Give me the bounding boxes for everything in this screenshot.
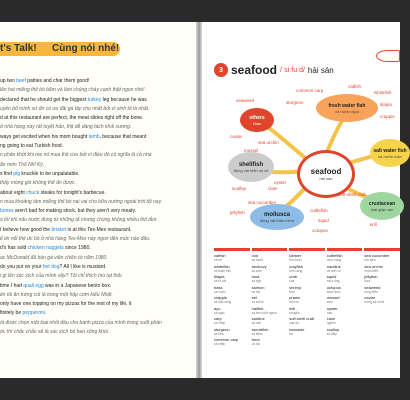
- vocab-term: oyster: [326, 305, 338, 311]
- vocab-translation: cá bạch kim: [214, 268, 232, 273]
- sentence-line: ăn món Thổ Nhĩ Kỳ.: [0, 161, 45, 168]
- vocab-translation: tôm: [289, 289, 295, 294]
- vocab-term: krill: [289, 305, 296, 311]
- vocab-column-header: [214, 248, 250, 251]
- vocab-term: carp: [214, 316, 222, 321]
- vocab-translation: rong biển: [364, 289, 378, 294]
- vocab-column-header: [327, 248, 363, 251]
- vocab-term: sea cucumber: [364, 253, 390, 258]
- sentence-line: do you put on your hot dog? All I like is mustard.: [0, 263, 107, 270]
- sentence-line: up two beef patties and char them good!: [0, 78, 90, 84]
- vocab-term: cuttlefish: [326, 253, 343, 258]
- sentence-line: finitely be pepperoni.: [0, 310, 47, 317]
- vocab-column: [364, 248, 400, 348]
- sentence-line: bones aren't bad for making stock, but they aren't very meaty.: [0, 208, 137, 215]
- title-en: t's Talk!: [0, 43, 37, 54]
- category-others: others khác: [240, 108, 274, 132]
- vocab-term: salmon: [251, 284, 265, 290]
- word-jellyfish: jellyfish: [230, 210, 245, 215]
- vocab-term: octopus: [326, 284, 341, 290]
- vocab-term: clam: [326, 316, 336, 321]
- sentence-line: d's has sold chicken nuggets since 1980.: [0, 245, 91, 252]
- category-crustacean: crustacean loài giáp xác: [360, 192, 404, 220]
- vocab-term: jellyfish: [364, 274, 378, 279]
- word-oyster: oyster: [274, 180, 287, 185]
- vocab-term: mussel: [326, 295, 340, 300]
- vocab-translation: cá ngọt: [214, 310, 225, 315]
- vocab-term: ayu: [214, 305, 221, 311]
- vocab-translation: bạch tuộc: [326, 289, 341, 294]
- vocab-term: trout: [251, 337, 260, 342]
- vocab-translation: sứa: [364, 279, 370, 283]
- vocab-term: common carp: [214, 337, 239, 342]
- vocab-term: crappie: [214, 295, 228, 300]
- word-clam: clam: [268, 186, 278, 191]
- sentence-line: uyên bố mình xứ đn có ưu đãi gà tây cho nhất bởi vì sinh tố là nhất.: [0, 105, 150, 112]
- vocab-translation: hà: [289, 331, 293, 336]
- vocab-translation: nhuyễn: [289, 310, 300, 315]
- vocab-translation: hàu: [326, 310, 333, 315]
- vocab-translation: cá hồi: [251, 342, 261, 346]
- vocab-translation: cá chình: [251, 300, 264, 304]
- vocab-term: crab: [289, 274, 297, 279]
- vocab-column-header: [289, 248, 325, 251]
- vocab-term: crayfish: [289, 263, 303, 269]
- vocab-translation: nhím biển: [364, 268, 379, 273]
- word-whitefish: whitefish: [374, 90, 392, 95]
- word-soft-shell-crab: soft-shell crab: [338, 192, 367, 197]
- vocab-translation: tôm càng: [289, 268, 303, 273]
- vocab-translation: cua lột: [289, 321, 299, 325]
- fish-icon: [376, 50, 400, 62]
- vocab-translation: tôm sú: [289, 300, 299, 304]
- vocab-translation: vẹm: [326, 300, 333, 304]
- word-cuttlefish: cuttlefish: [310, 208, 328, 213]
- sentence-line: ó tồi khi nấu nước dùng từ những tấ nhưng chúng không nhiều thịt lắm.: [0, 217, 158, 224]
- category-mollusca: mollusca động vật thân mềm: [250, 204, 304, 230]
- vocab-term: barnacle: [289, 326, 305, 332]
- sentence-line: d at this restaurant are perfect, the meat slides right off the bone.: [0, 115, 144, 122]
- vocab-term: whitefish: [214, 263, 230, 269]
- word-sea-cucumber: sea cucumber: [248, 200, 277, 205]
- vocab-translation: cá chép: [214, 321, 226, 325]
- word-catfish: catfish: [348, 84, 362, 89]
- word-mussel: mussel: [244, 148, 259, 153]
- vocab-term: bass: [214, 284, 223, 290]
- word-caviar: caviar: [230, 134, 243, 139]
- sentence-line: n phấn khởi khi mẹ nó mua thịt cừu bởi vì điều đó có nghĩa là cả nhà: [0, 152, 152, 159]
- vocab-translation: cá hồi: [251, 289, 261, 294]
- unit-title-vn: hải sản: [307, 65, 334, 75]
- vocab-translation: cá sấu sông: [214, 300, 232, 304]
- vocab-term: eel: [251, 295, 257, 300]
- unit-header: [214, 62, 334, 78]
- vocab-table: [214, 248, 400, 348]
- vocab-term: cod: [251, 253, 259, 258]
- sentence-line: about eight chuck steaks for tonight's barbecue.: [0, 189, 106, 196]
- vocab-term: scallop: [326, 326, 340, 332]
- sentence-line: lên hai miếng thịt bò băm và làm chúng cháy cạnh thật ngon nhé!: [0, 87, 145, 94]
- vocab-term: swordfish: [251, 326, 269, 332]
- vocab-column: [327, 248, 363, 348]
- vocab-column: [252, 248, 288, 348]
- sentence-line: time I had quail egg was in a Japanese bento box.: [0, 282, 112, 289]
- vocab-translation: cá kiếm: [251, 331, 263, 336]
- word-squid: squid: [318, 218, 329, 223]
- vocab-translation: cá rô phi: [214, 279, 227, 283]
- right-page: [202, 22, 407, 378]
- vocab-term: tilapia: [214, 274, 225, 279]
- unit-ipa: /ˈsiːfuːd/: [280, 66, 305, 74]
- vocab-translation: cá cơm: [251, 268, 263, 273]
- word-sturgeon: sturgeon: [286, 100, 304, 105]
- word-scallop: scallop: [232, 186, 247, 191]
- vocab-term: squid: [326, 274, 337, 279]
- word-seaweed: seaweed: [236, 98, 255, 103]
- vocab-translation: cá tầm: [214, 331, 224, 336]
- category-salt-water-fish: salt water fish cá nước mặn: [370, 139, 410, 167]
- vocab-translation: cá chép: [214, 342, 226, 346]
- word-crappie: crappie: [380, 114, 395, 119]
- section-title: [0, 42, 120, 56]
- vocab-translation: tôm hùm: [289, 258, 302, 262]
- sentence-line: ng going to eat Turkish food.: [0, 143, 64, 150]
- vocab-translation: cá tuyết: [251, 258, 263, 262]
- word-krill: krill: [370, 222, 377, 227]
- sentence-line: i gì lên xúc xích của mình vậy? Tôi chỉ thích mù tạt thôi.: [0, 273, 123, 280]
- word-sea-urchin: sea urchin: [258, 140, 279, 145]
- left-page: [0, 22, 196, 378]
- vocab-term: seaweed: [364, 284, 381, 290]
- unit-title: seafood: [231, 63, 278, 77]
- vocab-term: catfish: [214, 253, 226, 258]
- word-common-carp: common carp: [296, 88, 324, 93]
- unit-badge: 3: [214, 63, 228, 77]
- vocab-translation: cá trê: [214, 258, 222, 262]
- vocab-column: [289, 248, 325, 348]
- vocab-translation: mực nang: [326, 258, 342, 262]
- vocab-term: soft-shell crab: [289, 316, 315, 321]
- vocab-translation: cua: [289, 279, 295, 283]
- vocab-term: prawn: [289, 295, 301, 300]
- title-vn: Cùng nói nhé!: [52, 43, 120, 54]
- sentence-line: ên tôi ăn trứng cút là trong một hộp cơm kiểu Nhật.: [0, 291, 113, 298]
- category-fresh-water-fish: fresh water fish cá nước ngọt: [316, 94, 378, 122]
- sentence-line: ời được chọn một loại nhồi đầu cho bánh pizza của mình trong suốt phần: [0, 319, 162, 326]
- sentence-line: n mua khoảng tám miếng thịt bò nai vai cho bữa nướng ngoài trời tối nay.: [0, 198, 163, 205]
- sentence-line: declared that he should get the biggest turkey leg because he was: [0, 96, 147, 103]
- vocab-term: shrimp: [289, 284, 302, 290]
- vocab-translation: cá vược: [214, 289, 226, 294]
- vocab-term: sea urchin: [364, 263, 383, 269]
- word-tilapia: tilapia: [380, 102, 392, 107]
- vocab-term: nautilus: [326, 263, 341, 269]
- vocab-column-header: [252, 248, 288, 251]
- category-shellfish: shellfish động vật biển có vỏ: [228, 152, 274, 182]
- sentence-line: ways get excited when his mom bought lamb, because that meant: [0, 133, 147, 140]
- vocab-translation: ốc anh vũ: [326, 268, 341, 273]
- vocab-translation: cá mòi: [251, 321, 261, 325]
- vocab-term: sturgeon: [214, 326, 230, 332]
- vocab-column: [214, 248, 250, 348]
- vocab-term: lobster: [289, 253, 302, 258]
- sentence-line: ể tin nổi thịt ức bò ở nhà hàng Tex-Mex này ngon đến mức nào đâu.: [0, 236, 151, 243]
- vocab-translation: nghêu: [326, 321, 336, 325]
- vocab-translation: cá ngừ: [251, 279, 262, 283]
- sentence-line: ở nhà hàng này rất tuyệt hảo, thịt dễ dàng tách khỏi xương.: [0, 124, 132, 131]
- vocab-term: sardine: [251, 316, 265, 321]
- vocab-term: halibut: [251, 305, 264, 311]
- vocab-translation: hải sâm: [364, 258, 376, 262]
- vocab-column-header: [364, 248, 400, 251]
- vocab-term: anchovy: [251, 263, 267, 269]
- center-node: seafood hải sản: [297, 150, 355, 198]
- sentence-list: [0, 78, 196, 338]
- sentence-line: ời, thì chắc chắn sẽ là xúc xích bò heo xông khói.: [0, 329, 110, 336]
- vocab-translation: sò điệp: [326, 331, 338, 336]
- sentence-line: I believe how good the brisket is at this Tex-Mex restaurant.: [0, 226, 132, 233]
- sentence-line: thấy móng giò không thể ăn được.: [0, 180, 76, 187]
- vocab-translation: trứng cá muối: [364, 300, 385, 304]
- sentence-line: s find pig knuckle to be unpalatable.: [0, 170, 80, 177]
- sentence-line: only have one topping on my pizzas for the rest of my life, it: [0, 301, 132, 308]
- vocab-translation: mực ống: [326, 279, 340, 283]
- sentence-line: ac McDonald đã bán gà viên chiên từ năm 1980.: [0, 254, 108, 261]
- vocab-term: caviar: [364, 295, 376, 300]
- vocab-translation: cá bơn lưỡi ngựa: [251, 310, 277, 315]
- vocab-term: tuna: [251, 274, 260, 279]
- word-octopus: octopus: [312, 228, 328, 233]
